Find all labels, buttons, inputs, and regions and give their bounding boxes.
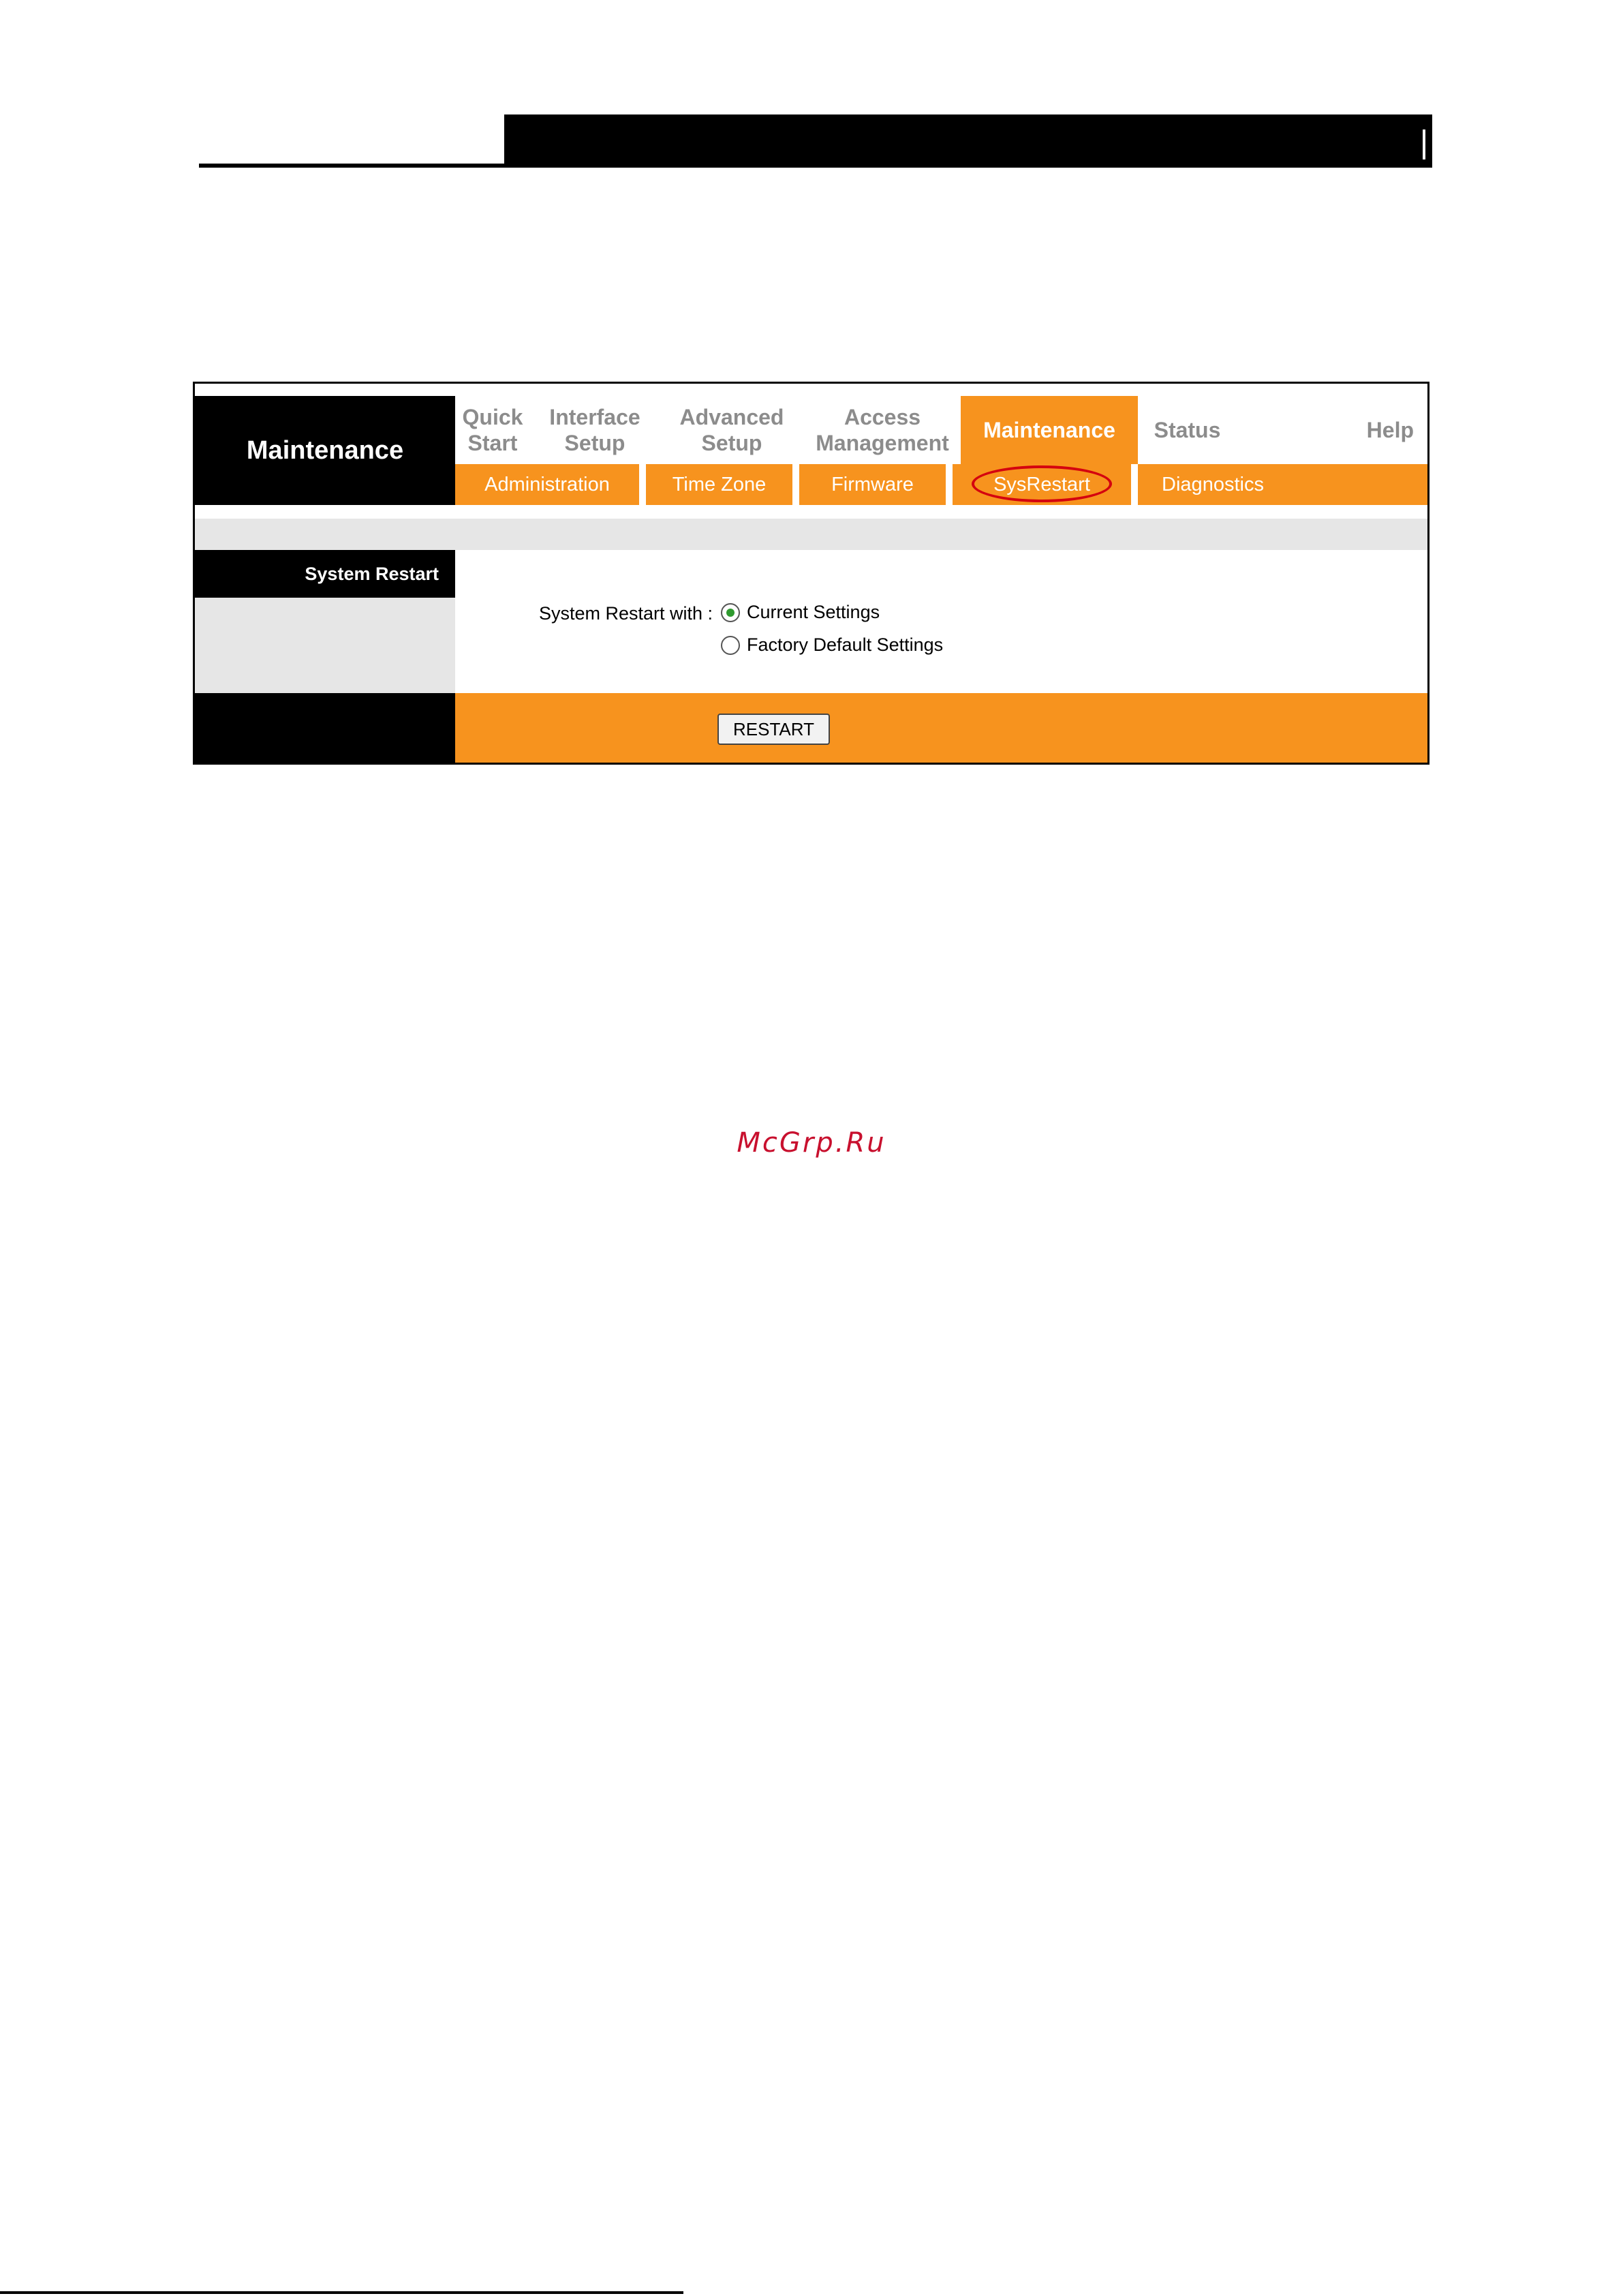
page-header-bar [504,114,1432,166]
nav-label-line1: Advanced [679,405,784,429]
nav-label-line2: Start [467,431,518,455]
nav-label-line2: Setup [564,431,625,455]
nav-access-management[interactable] [804,396,961,464]
radio-button[interactable] [721,636,740,655]
router-admin-panel [193,382,1429,765]
section-sidebar [195,598,455,693]
watermark: McGrp.Ru [737,1127,886,1159]
subnav-firmware[interactable]: Firmware [831,473,914,495]
nav-label: Maintenance [983,418,1115,442]
nav-quick-start[interactable] [455,396,530,464]
highlight-ring [972,465,1112,502]
page-header-tick [1423,129,1425,159]
subnav-label: SysRestart [993,473,1090,495]
nav-label-line2: Setup [701,431,762,455]
radio-label: Current Settings [747,602,880,622]
nav-label: Status [1154,418,1221,442]
footer-left [195,693,455,765]
nav-maintenance[interactable] [961,396,1138,464]
radio-button-selected[interactable] [721,603,740,622]
radio-factory-default[interactable] [721,634,943,656]
subnav-separator [792,464,799,505]
radio-label: Factory Default Settings [747,634,944,655]
nav-label-line2: Management [816,431,949,455]
content-header-strip [195,519,1427,550]
sub-nav [455,464,1427,505]
restart-with-label: System Restart with : [539,603,713,624]
nav-label: Help [1366,418,1414,442]
subnav-separator [1131,464,1138,505]
subnav-separator [639,464,646,505]
restart-button[interactable]: RESTART [717,714,830,745]
footer-bar [455,693,1427,765]
nav-help[interactable] [1237,396,1427,464]
nav-advanced-setup[interactable] [660,396,804,464]
nav-label-line1: Access [844,405,921,429]
page-title: Maintenance [195,396,455,505]
top-nav [455,396,1427,464]
nav-interface-setup[interactable] [530,396,660,464]
nav-label-line1: Interface [549,405,640,429]
subnav-diagnostics[interactable]: Diagnostics [1162,473,1264,495]
footer-rule [0,2291,683,2294]
subnav-separator [946,464,953,505]
subnav-administration[interactable]: Administration [484,473,610,495]
subnav-sysrestart[interactable] [953,464,1131,505]
radio-current-settings[interactable] [721,602,880,623]
subnav-time-zone[interactable]: Time Zone [672,473,767,495]
nav-label-line1: Quick [462,405,523,429]
section-label: System Restart [195,550,455,598]
radio-dot [726,609,735,617]
nav-status[interactable] [1138,396,1237,464]
